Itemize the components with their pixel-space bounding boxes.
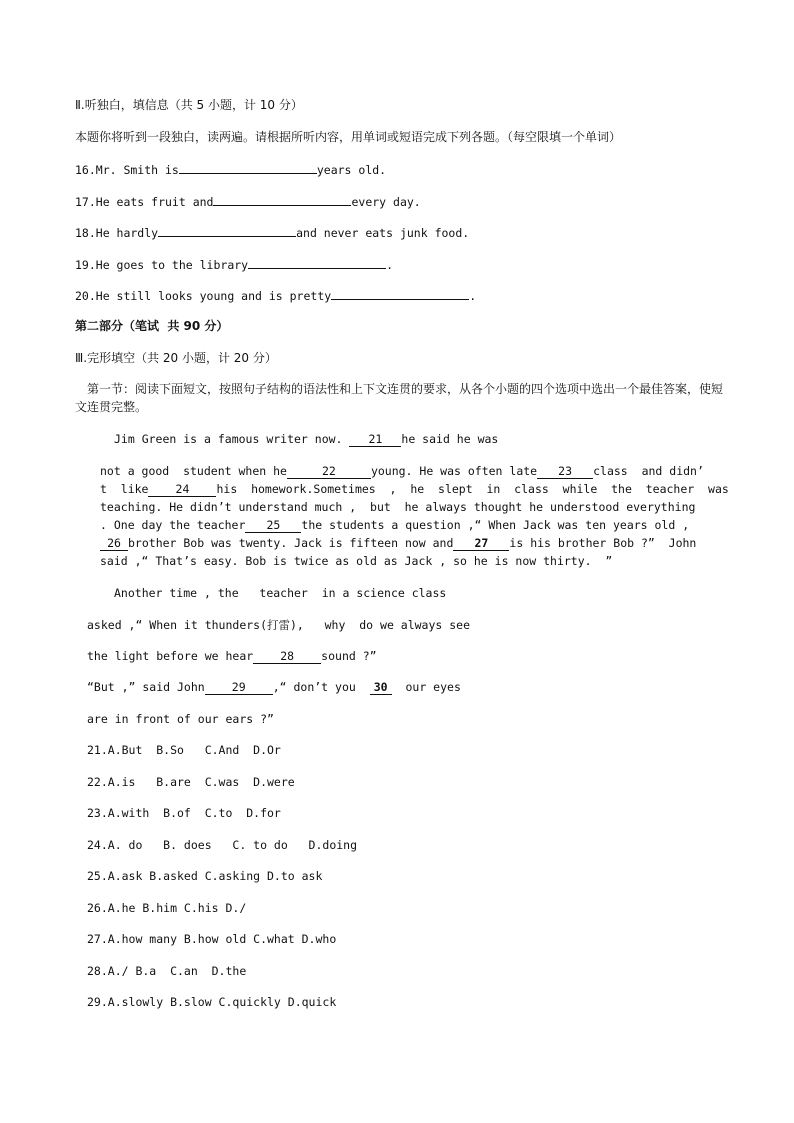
option-line-29: 29.A.slowly B.slow C.quickly D.quick [87, 995, 337, 1009]
option-line-23: 23.A.with B.of C.to D.for [87, 806, 281, 820]
blank-26[interactable]: 26 [100, 537, 128, 551]
passage-line-1 [114, 431, 498, 447]
question-18 [75, 224, 469, 241]
passage-text: . One day the teacher [100, 518, 246, 532]
passage-line-4: teaching. He didn’t understand much , but he always thought he understood everything [100, 500, 696, 514]
passage-line-5 [100, 517, 689, 533]
question-19 [75, 256, 393, 273]
passage-text: the light before we hear [87, 649, 254, 663]
passage-text: not a good student when he [100, 464, 287, 478]
passage-line-10 [87, 648, 377, 664]
question-20 [75, 287, 476, 304]
question-text: 17.He eats fruit and [75, 195, 214, 209]
passage-text: t like [100, 482, 149, 496]
question-text: . [469, 289, 477, 303]
question-text: 20.He still looks young and is pretty [75, 289, 332, 303]
blank-27[interactable]: 27 [453, 537, 509, 551]
blank-24[interactable]: 24 [148, 483, 216, 497]
option-line-21: 21.A.But B.So C.And D.Or [87, 743, 281, 757]
passage-line-2 [100, 463, 704, 479]
option-line-22: 22.A.is B.are C.was D.were [87, 775, 295, 789]
answer-blank[interactable] [179, 161, 317, 174]
passage-text: he said he was [401, 432, 499, 446]
option-line-28: 28.A./ B.a C.an D.the [87, 964, 247, 978]
passage-text: brother Bob was twenty. Jack is fifteen now and [128, 536, 454, 550]
section-3-intro: 第一节：阅读下面短文，按照句子结构的语法性和上下文连贯的要求，从各个小题的四个选项中选出一个最佳答案，使短文连贯完整。 [75, 382, 724, 414]
passage-line-9: asked ,“ When it thunders(打雷), why do we always see [87, 618, 471, 632]
question-text: and never eats junk food. [296, 226, 470, 240]
passage-text: our eyes [391, 680, 461, 694]
answer-blank[interactable] [213, 193, 351, 206]
option-line-24: 24.A. do B. does C. to do D.doing [87, 838, 358, 852]
section-3-title: Ⅲ.完形填空（共 20 小题，计 20 分） [75, 351, 277, 365]
passage-text: is his brother Bob ?” John [509, 536, 697, 550]
part-2-title: 第二部分（笔试 共 90 分） [75, 319, 229, 333]
passage-text: sound ?” [321, 649, 377, 663]
blank-22[interactable]: 22 [287, 465, 371, 479]
answer-blank[interactable] [248, 256, 386, 269]
blank-29[interactable]: 29 [205, 681, 273, 695]
passage-text: young. He was often late [370, 464, 538, 478]
blank-30[interactable]: 30 [370, 681, 392, 695]
passage-line-3 [100, 481, 729, 497]
question-text: years old. [316, 163, 387, 177]
question-text: every day. [351, 195, 421, 209]
question-text: 16.Mr. Smith is [75, 163, 179, 177]
passage-line-6 [100, 535, 696, 551]
section-2-title: Ⅱ.听独白，填信息（共 5 小题，计 10 分） [75, 98, 303, 112]
question-16 [75, 161, 386, 178]
question-17 [75, 193, 421, 210]
option-line-26: 26.A.he B.him C.his D./ [87, 901, 247, 915]
passage-text: class and didn’ [593, 464, 704, 478]
passage-text: ,“ don’t you [272, 680, 370, 694]
option-line-27: 27.A.how many B.how old C.what D.who [87, 932, 337, 946]
question-text: 18.He hardly [75, 226, 159, 240]
passage-text: “But ,” said John [87, 680, 205, 694]
passage-text: Jim Green is a famous writer now. [114, 432, 350, 446]
passage-line-8: Another time , the teacher in a science class [114, 586, 447, 600]
blank-21[interactable]: 21 [349, 433, 401, 447]
blank-28[interactable]: 28 [253, 650, 321, 664]
passage-line-7: said ,“ That’s easy. Bob is twice as old as Jack , so he is now thirty. ” [100, 554, 613, 568]
answer-blank[interactable] [158, 224, 296, 237]
option-line-25: 25.A.ask B.asked C.asking D.to ask [87, 869, 323, 883]
blank-25[interactable]: 25 [245, 519, 301, 533]
answer-blank[interactable] [331, 287, 469, 300]
blank-23[interactable]: 23 [537, 465, 593, 479]
passage-text: the students a question ,“ When Jack was ten years old , [301, 518, 690, 532]
question-text: 19.He goes to the library [75, 258, 249, 272]
passage-text: his homework.Sometimes , he slept in class while the teacher was [216, 482, 729, 496]
passage-line-12: are in front of our ears ?” [87, 712, 274, 726]
question-text: . [386, 258, 394, 272]
section-2-instruction: 本题你将听到一段独白，读两遍。请根据所听内容，用单词或短语完成下列各题。（每空限填一个单词） [75, 130, 622, 144]
passage-line-11 [87, 679, 461, 695]
